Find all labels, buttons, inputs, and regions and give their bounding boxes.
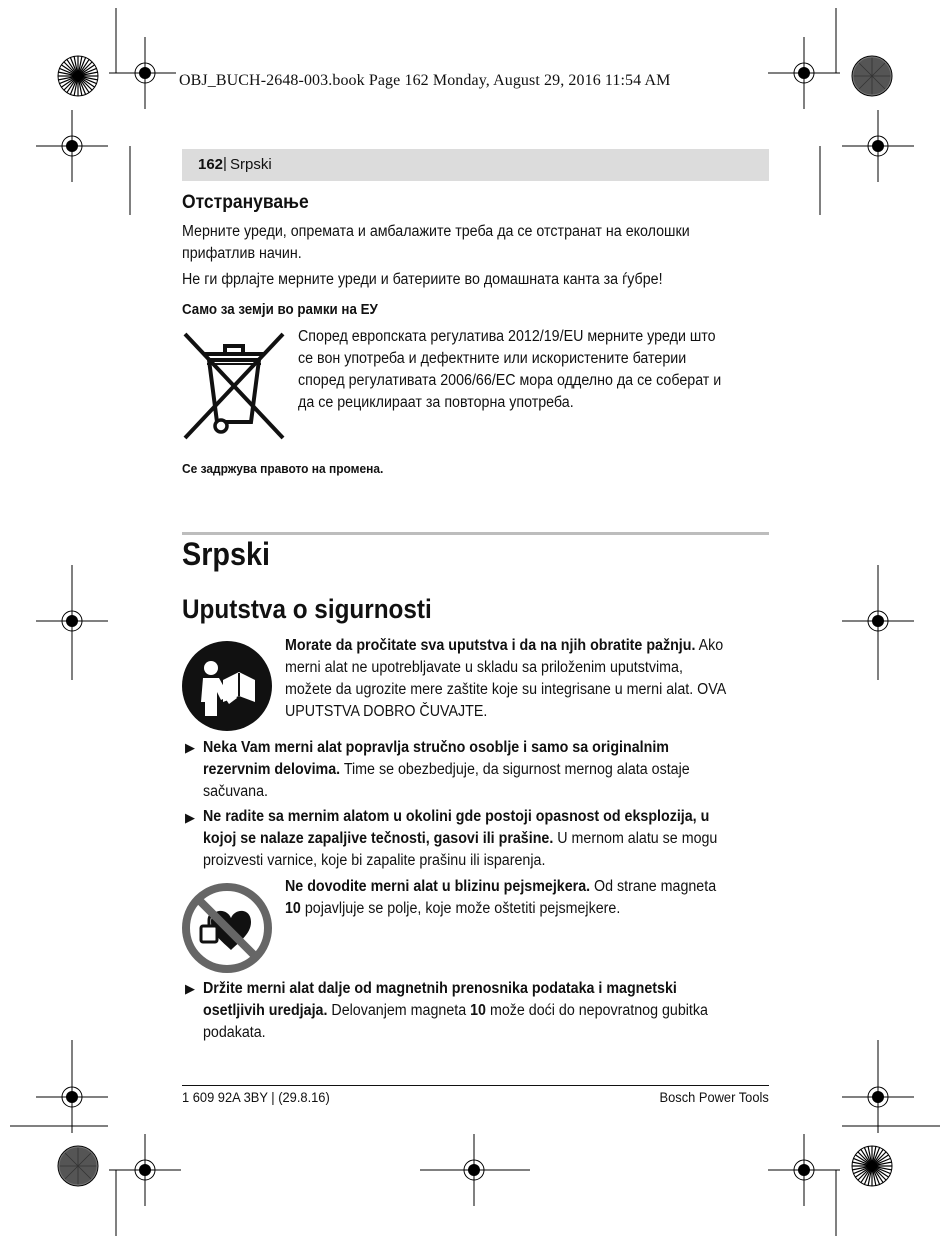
safety-item-magnetic: Držite merni alat dalje od magnetnih prenosnika podataka i magnetski osetljivih uredjaja. Delovanjem magneta 10 može doći do nepovratnog gubitka podakata.: [203, 980, 708, 1041]
bullet-icon: ▶: [185, 740, 195, 755]
disposal-heading: Отстранување: [182, 192, 309, 213]
pacemaker-paragraph: Ne dovodite merni alat u blizinu pejsmejkera. Od strane magneta 10 pojavljuje se polje, koje može oštetiti pejsmejkere.: [285, 878, 717, 917]
footer-doc-id: 1 609 92A 3BY | (29.8.16): [182, 1089, 330, 1105]
language-title: Srpski: [182, 536, 271, 572]
rights-reserved: Се задржува правото на промена.: [182, 461, 384, 476]
safety-item-explosion: Ne radite sa mernim alatom u okolini gde postoji opasnost od eksplozija, u kojoj se nalaze zapaljive tečnosti, gasovi ili prašine. U mernom alatu se mogu proizvesti varnice, koje bi zapalite prašinu ili isparenja.: [203, 808, 718, 869]
header-section: Srpski: [230, 156, 272, 173]
footer-rule: [182, 1085, 769, 1086]
intro-paragraph: Morate da pročitate sva uputstva i da na njih obratite pažnju. Ako merni alat ne upotrebljavate u skladu sa priloženim uputstvima, možete da ugrozite mere zaštite koje su integrisane u merni alat. OVA UPUTSTVA DOBRO ČUVAJTE.: [285, 637, 727, 720]
crossed-out-wheelie-bin-icon: [181, 330, 289, 442]
no-pacemaker-icon: [181, 882, 273, 974]
section-divider: [182, 532, 769, 535]
safety-heading: Uputstva o sigurnosti: [182, 594, 432, 624]
bullet-icon: ▶: [185, 810, 195, 825]
page-number: 162: [198, 156, 224, 173]
page-header: [182, 149, 769, 181]
header-separator: |: [223, 155, 227, 172]
bullet-icon: ▶: [185, 981, 195, 996]
eu-heading: Само за земји во рамки на ЕУ: [182, 302, 378, 318]
disposal-paragraph: Мерните уреди, опремата и амбалажите треба да се отстранат на еколошки прифатлив начин.: [182, 223, 690, 262]
read-manual-icon: [181, 640, 273, 732]
safety-item-repair: Neka Vam merni alat popravlja stručno osoblje i samo sa originalnim rezervnim delovima. Time se obezbedjuje, da sigurnost mernog alata ostaje sačuvana.: [203, 739, 690, 800]
disposal-warning: Не ги фрлајте мерните уреди и батериите во домашната канта за ѓубре!: [182, 271, 663, 288]
print-slug: OBJ_BUCH-2648-003.book Page 162 Monday, August 29, 2016 11:54 AM: [176, 72, 673, 90]
footer-brand: Bosch Power Tools: [659, 1089, 769, 1105]
eu-paragraph: Според европската регулатива 2012/19/EU мерните уреди што се вон употреба и дефектните или искористените батерии според регулативата 2006/66/ЕС мора одделно да се соберат и да се рециклираат за повторна употреба.: [298, 328, 722, 411]
